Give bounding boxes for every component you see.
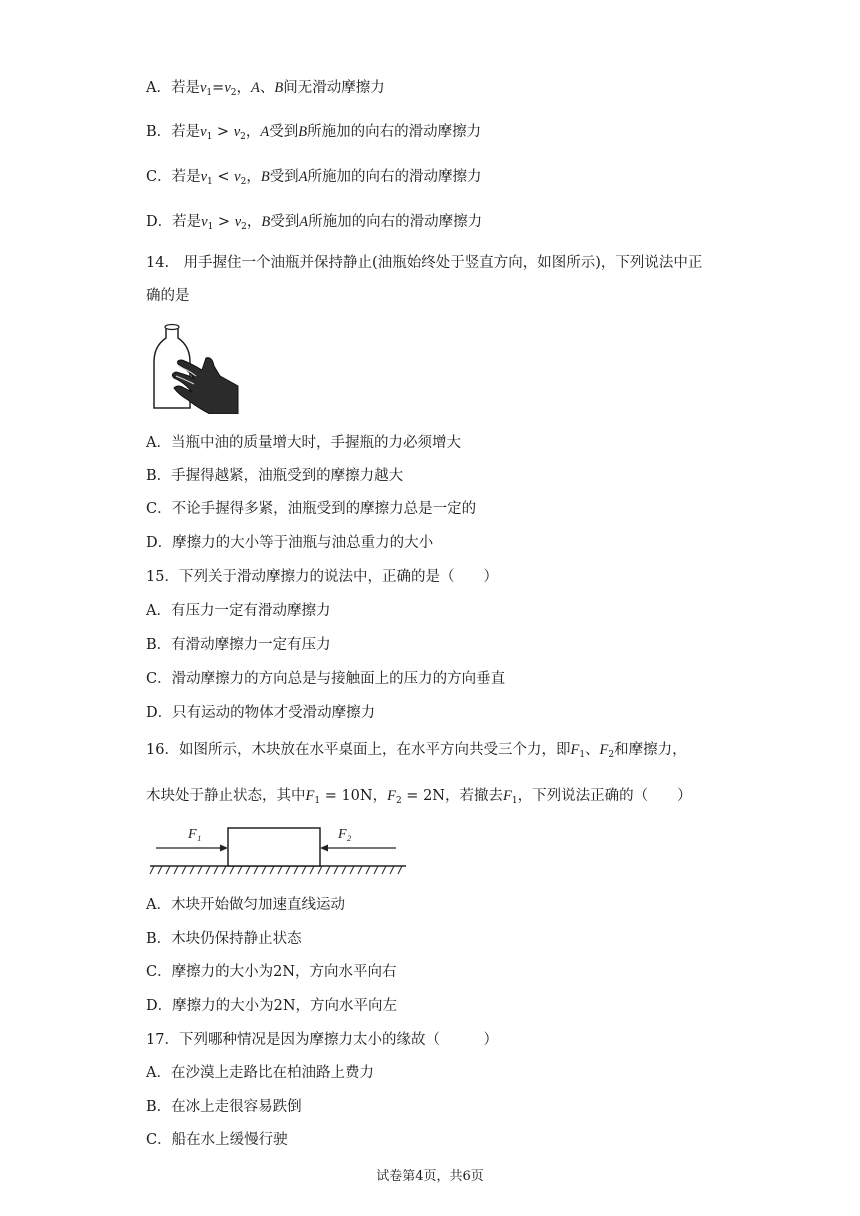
q16-stem-line1: 16．如图所示，木块放在水平桌面上，在水平方向共受三个力，即$F_1$、$F_2$和摩擦力， bbox=[146, 742, 687, 760]
q13-option-d: D．若是$v_1 > v_2$，B受到A所施加的向右的滑动摩擦力 bbox=[146, 214, 483, 232]
q14-option-d: D．摩擦力的大小等于油瓶与油总重力的大小 bbox=[146, 535, 434, 551]
q14-option-c: C．不论手握得多紧，油瓶受到的摩擦力总是一定的 bbox=[146, 501, 477, 517]
q16-stem-line2: 木块处于静止状态，其中$F_1 = 10N$，$F_2 = 2N$，若撤去$F_1$，下列说法正确的（ ） bbox=[146, 788, 692, 806]
q15-option-a: A．有压力一定有滑动摩擦力 bbox=[146, 603, 331, 619]
q16-option-c: C．摩擦力的大小为2N，方向水平向右 bbox=[146, 964, 397, 980]
f2-label: F₂ bbox=[338, 827, 352, 842]
q14-option-a: A．当瓶中油的质量增大时，手握瓶的力必须增大 bbox=[146, 435, 461, 451]
q16-option-a: A．木块开始做匀加速直线运动 bbox=[146, 897, 345, 913]
page-footer: 试卷第4页，共6页 bbox=[376, 1169, 484, 1184]
q14-stem-line1: 14. 用手握住一个油瓶并保持静止(油瓶始终处于竖直方向，如图所示)，下列说法中正 bbox=[146, 255, 703, 271]
q15-stem: 15．下列关于滑动摩擦力的说法中，正确的是（ ） bbox=[146, 569, 498, 585]
q17-option-c: C．船在水上缓慢行驶 bbox=[146, 1132, 288, 1148]
q13-option-b: B．若是$v_1 > v_2$，A受到B所施加的向右的滑动摩擦力 bbox=[146, 124, 482, 142]
q16-option-b: B．木块仍保持静止状态 bbox=[146, 931, 302, 947]
q15-option-c: C．滑动摩擦力的方向总是与接触面上的压力的方向垂直 bbox=[146, 671, 506, 687]
q16-option-d: D．摩擦力的大小为2N，方向水平向左 bbox=[146, 998, 398, 1014]
q17-stem: 17．下列哪种情况是因为摩擦力太小的缘故（ ） bbox=[146, 1032, 498, 1048]
oil-bottle-hand-figure bbox=[148, 322, 240, 414]
q14-stem-line2: 确的是 bbox=[146, 288, 190, 304]
q17-option-b: B．在冰上走很容易跌倒 bbox=[146, 1099, 302, 1115]
q15-option-b: B．有滑动摩擦力一定有压力 bbox=[146, 637, 331, 653]
q14-option-b: B．手握得越紧，油瓶受到的摩擦力越大 bbox=[146, 468, 404, 484]
q15-option-d: D．只有运动的物体才受滑动摩擦力 bbox=[146, 705, 376, 721]
q13-option-c: C．若是$v_1 < v_2$，B受到A所施加的向右的滑动摩擦力 bbox=[146, 169, 482, 187]
q13-option-a: A．若是$v_1=v_2$，A、B间无滑动摩擦力 bbox=[146, 80, 385, 98]
f1-label: F₁ bbox=[188, 827, 202, 842]
q17-option-a: A．在沙漠上走路比在柏油路上费力 bbox=[146, 1065, 374, 1081]
block-forces-figure bbox=[148, 820, 410, 876]
